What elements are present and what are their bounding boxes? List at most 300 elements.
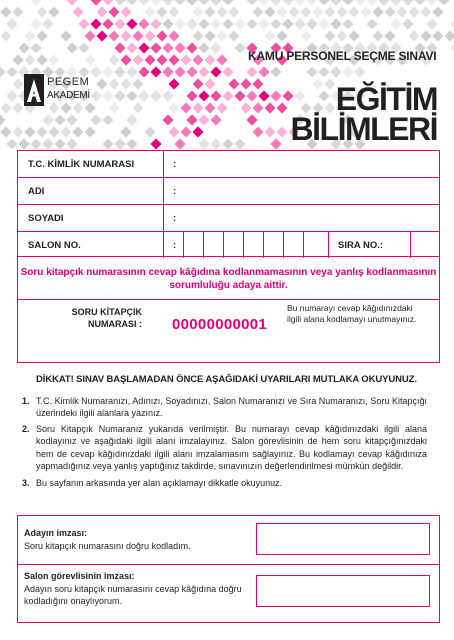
mosaic-tile xyxy=(12,78,24,90)
mosaic-tile xyxy=(120,6,132,18)
mosaic-tile xyxy=(150,90,162,102)
mosaic-tile xyxy=(240,78,252,90)
mosaic-tile xyxy=(264,126,276,138)
mosaic-tile xyxy=(348,30,360,42)
mosaic-tile xyxy=(132,54,144,66)
mosaic-tile xyxy=(330,66,342,78)
mosaic-tile xyxy=(168,102,180,114)
mosaic-tile xyxy=(78,18,90,30)
mosaic-tile xyxy=(432,6,444,18)
publisher-name: PEGEM xyxy=(47,76,90,88)
instruction-item xyxy=(22,423,427,472)
mosaic-tile xyxy=(48,54,60,66)
officer-signature-box xyxy=(17,564,440,623)
mosaic-tile xyxy=(222,18,234,30)
mosaic-tile xyxy=(12,54,24,66)
booklet-warning-text: Soru kitapçık numarasının cevap kâğıdına kodlanmamasının veya yanlış kodlanmasının sorumluluğu adaya aittir. xyxy=(20,267,437,291)
mosaic-tile xyxy=(108,102,120,114)
mosaic-tile xyxy=(84,126,96,138)
mosaic-tile xyxy=(114,18,126,30)
tc-number-colon: : xyxy=(173,159,177,170)
instruction-number: 2. xyxy=(22,424,30,434)
name-label: ADI xyxy=(28,186,45,197)
mosaic-tile xyxy=(324,30,336,42)
mosaic-tile xyxy=(36,126,48,138)
mosaic-tile xyxy=(120,30,132,42)
candidate-signature-box xyxy=(17,515,440,565)
mosaic-tile xyxy=(126,138,138,150)
mosaic-tile xyxy=(216,6,228,18)
mosaic-tile xyxy=(150,66,162,78)
mosaic-tile xyxy=(222,66,234,78)
mosaic-tile xyxy=(204,6,216,18)
mosaic-tile xyxy=(192,102,204,114)
mosaic-tile xyxy=(6,18,18,30)
mosaic-tile xyxy=(186,90,198,102)
mosaic-tile xyxy=(126,42,138,54)
mosaic-tile xyxy=(36,30,48,42)
mosaic-tile xyxy=(186,66,198,78)
mosaic-tile xyxy=(210,66,222,78)
mosaic-tile xyxy=(276,6,288,18)
mosaic-tile xyxy=(300,6,312,18)
salon-digit-cell xyxy=(243,232,263,258)
mosaic-tile xyxy=(318,18,330,30)
mosaic-tile xyxy=(18,42,30,54)
mosaic-tile xyxy=(216,54,228,66)
mosaic-tile xyxy=(306,18,318,30)
mosaic-tile xyxy=(420,6,432,18)
mosaic-tile xyxy=(126,114,138,126)
mosaic-tile xyxy=(126,66,138,78)
mosaic-tile xyxy=(66,42,78,54)
mosaic-tile xyxy=(180,102,192,114)
mosaic-tile xyxy=(360,6,372,18)
mosaic-tile xyxy=(258,90,270,102)
mosaic-tile xyxy=(126,90,138,102)
mosaic-tile xyxy=(390,18,402,30)
mosaic-tile xyxy=(210,90,222,102)
mosaic-tile xyxy=(54,114,66,126)
publisher-logo-icon xyxy=(24,74,44,106)
mosaic-tile xyxy=(72,126,84,138)
salon-digit-cell xyxy=(263,232,283,258)
mosaic-tile xyxy=(432,30,444,42)
mosaic-tile xyxy=(120,54,132,66)
mosaic-tile xyxy=(246,114,258,126)
mosaic-tile xyxy=(12,102,24,114)
mosaic-tile xyxy=(0,126,12,138)
mosaic-tile xyxy=(294,0,306,6)
mosaic-tile xyxy=(72,6,84,18)
mosaic-tile xyxy=(354,66,366,78)
mosaic-tile xyxy=(174,66,186,78)
mosaic-tile xyxy=(18,138,30,150)
mosaic-tile xyxy=(366,0,378,6)
salon-digit-cell xyxy=(303,232,323,258)
officer-signature-field[interactable] xyxy=(256,575,430,607)
mosaic-tile xyxy=(342,18,354,30)
mosaic-tile xyxy=(408,6,420,18)
mosaic-tile xyxy=(270,66,282,78)
mosaic-tile xyxy=(90,114,102,126)
mosaic-tile xyxy=(420,30,432,42)
surname-row xyxy=(18,205,439,232)
mosaic-tile xyxy=(378,0,390,6)
mosaic-tile xyxy=(54,138,66,150)
mosaic-tile xyxy=(210,18,222,30)
mosaic-tile xyxy=(402,18,414,30)
mosaic-tile xyxy=(306,66,318,78)
mosaic-tile xyxy=(108,30,120,42)
mosaic-tile xyxy=(306,0,318,6)
mosaic-tile xyxy=(174,42,186,54)
mosaic-tile xyxy=(150,18,162,30)
booklet-note: Bu numarayı cevap kâğıdınızdaki ilgili alana kodlamayı unutmayınız. xyxy=(287,303,417,324)
mosaic-tile xyxy=(114,66,126,78)
mosaic-tile xyxy=(138,90,150,102)
mosaic-tile xyxy=(96,30,108,42)
mosaic-tile xyxy=(12,6,24,18)
mosaic-tile xyxy=(450,18,454,30)
publisher-logo xyxy=(24,74,90,114)
mosaic-tile xyxy=(258,0,270,6)
mosaic-tile xyxy=(288,6,300,18)
salon-digit-cell xyxy=(283,232,303,258)
mosaic-tile xyxy=(228,78,240,90)
candidate-signature-text: Soru kitapçık numarasını doğru kodladım. xyxy=(24,541,191,551)
mosaic-tile xyxy=(318,0,330,6)
mosaic-tile xyxy=(372,6,384,18)
mosaic-tile xyxy=(42,18,54,30)
mosaic-tile xyxy=(372,30,384,42)
mosaic-tile xyxy=(126,0,138,6)
mosaic-tile xyxy=(84,102,96,114)
mosaic-tile xyxy=(252,102,264,114)
publisher-subname: AKADEMİ xyxy=(47,90,90,101)
mosaic-tile xyxy=(120,126,132,138)
mosaic-tile xyxy=(6,66,18,78)
mosaic-tile xyxy=(264,102,276,114)
mosaic-tile xyxy=(12,126,24,138)
mosaic-tile xyxy=(330,18,342,30)
mosaic-tile xyxy=(174,0,186,6)
mosaic-tile xyxy=(156,30,168,42)
mosaic-tile xyxy=(342,0,354,6)
mosaic-tile xyxy=(312,6,324,18)
mosaic-tile xyxy=(150,138,162,150)
mosaic-tile xyxy=(444,30,454,42)
mosaic-tile xyxy=(246,90,258,102)
mosaic-tile xyxy=(234,90,246,102)
mosaic-tile xyxy=(234,42,246,54)
mosaic-tile xyxy=(252,6,264,18)
mosaic-tile xyxy=(84,54,96,66)
mosaic-tile xyxy=(336,30,348,42)
mosaic-tile xyxy=(192,6,204,18)
mosaic-tile xyxy=(234,138,246,150)
mosaic-tile xyxy=(282,18,294,30)
instruction-number: 1. xyxy=(22,396,30,406)
mosaic-tile xyxy=(168,30,180,42)
mosaic-tile xyxy=(258,66,270,78)
salon-digit-cell xyxy=(183,232,203,258)
mosaic-tile xyxy=(204,30,216,42)
mosaic-tile xyxy=(78,42,90,54)
mosaic-tile xyxy=(174,138,186,150)
mosaic-tile xyxy=(330,0,342,6)
mosaic-tile xyxy=(222,0,234,6)
mosaic-tile xyxy=(204,78,216,90)
instruction-text: Bu sayfanın arkasında yer alan açıklamayı dikkatle okuyunuz. xyxy=(36,478,283,488)
mosaic-tile xyxy=(186,114,198,126)
mosaic-tile xyxy=(198,0,210,6)
mosaic-tile xyxy=(270,90,282,102)
mosaic-tile xyxy=(36,54,48,66)
mosaic-tile xyxy=(264,6,276,18)
mosaic-tile xyxy=(108,6,120,18)
mosaic-tile xyxy=(246,18,258,30)
mosaic-tile xyxy=(114,138,126,150)
mosaic-tile xyxy=(222,90,234,102)
tc-number-row xyxy=(18,151,439,178)
mosaic-tile xyxy=(210,0,222,6)
mosaic-tile xyxy=(348,6,360,18)
mosaic-tile xyxy=(162,42,174,54)
mosaic-tile xyxy=(276,30,288,42)
mosaic-tile xyxy=(156,6,168,18)
instruction-number: 3. xyxy=(22,478,30,488)
mosaic-tile xyxy=(192,126,204,138)
mosaic-tile xyxy=(6,90,18,102)
mosaic-tile xyxy=(414,0,426,6)
mosaic-tile xyxy=(66,114,78,126)
mosaic-tile xyxy=(132,78,144,90)
mosaic-tile xyxy=(186,18,198,30)
mosaic-tile xyxy=(66,0,78,6)
mosaic-tile xyxy=(270,0,282,6)
salon-digit-cell xyxy=(203,232,223,258)
candidate-signature-field[interactable] xyxy=(256,523,430,555)
mosaic-tile xyxy=(276,126,288,138)
mosaic-tile xyxy=(144,54,156,66)
book-title-line1: EĞİTİM xyxy=(335,81,437,117)
mosaic-tile xyxy=(228,6,240,18)
exam-title: KAMU PERSONEL SEÇME SINAVI xyxy=(248,49,437,63)
mosaic-tile xyxy=(408,30,420,42)
mosaic-tile xyxy=(354,0,366,6)
mosaic-tile xyxy=(108,78,120,90)
mosaic-tile xyxy=(216,102,228,114)
mosaic-tile xyxy=(30,42,42,54)
mosaic-tile xyxy=(144,30,156,42)
mosaic-tile xyxy=(384,6,396,18)
seat-number-label: SIRA NO.: xyxy=(338,240,384,251)
mosaic-tile xyxy=(336,6,348,18)
mosaic-tile xyxy=(294,18,306,30)
mosaic-tile xyxy=(156,54,168,66)
mosaic-tile xyxy=(138,18,150,30)
mosaic-tile xyxy=(90,90,102,102)
mosaic-tile xyxy=(48,6,60,18)
mosaic-tile xyxy=(36,6,48,18)
mosaic-tile xyxy=(174,18,186,30)
mosaic-tile xyxy=(180,54,192,66)
mosaic-tile xyxy=(228,30,240,42)
mosaic-tile xyxy=(114,42,126,54)
mosaic-tile xyxy=(210,42,222,54)
mosaic-tile xyxy=(210,114,222,126)
mosaic-tile xyxy=(198,42,210,54)
mosaic-tile xyxy=(150,42,162,54)
book-title-line2: BİLİMLERİ xyxy=(290,111,437,147)
mosaic-tile xyxy=(198,18,210,30)
mosaic-tile xyxy=(246,0,258,6)
mosaic-tile xyxy=(114,0,126,6)
mosaic-tile xyxy=(24,30,36,42)
mosaic-tile xyxy=(168,78,180,90)
mosaic-tile xyxy=(168,126,180,138)
mosaic-tile xyxy=(198,90,210,102)
instruction-item xyxy=(22,477,427,489)
mosaic-tile xyxy=(90,66,102,78)
mosaic-tile xyxy=(240,102,252,114)
mosaic-tile xyxy=(162,90,174,102)
salon-digit-cell xyxy=(223,232,243,258)
booklet-number: 00000000001 xyxy=(172,316,268,333)
mosaic-tile xyxy=(0,6,12,18)
mosaic-tile xyxy=(276,102,288,114)
mosaic-tile xyxy=(210,138,222,150)
candidate-info-form xyxy=(17,150,440,257)
mosaic-tile xyxy=(102,66,114,78)
instruction-text: Soru Kitapçık Numaranız yukarıda verilmiştir. Bu numarayı cevap kâğıdınızdaki ilgili alana kodlayınız ve aşağıdaki ilgili alanı imzalayınız. Salon görevlisinin de hem soru kitapçığınızdaki hem de cevap kâğıdınızdaki ilgili alanı imzalamasını sağlayınız. Bu kodlamayı cevap kâğıdınıza yapmadığınız veya yanlış yaptığınız takdirde, sınavınızın değerlendirilmesi mümkün değildir. xyxy=(36,424,427,471)
surname-label: SOYADI xyxy=(28,213,64,224)
mosaic-tile xyxy=(264,30,276,42)
mosaic-tile xyxy=(96,78,108,90)
mosaic-tile xyxy=(114,90,126,102)
mosaic-tile xyxy=(198,114,210,126)
mosaic-tile xyxy=(384,30,396,42)
mosaic-tile xyxy=(450,42,454,54)
mosaic-tile xyxy=(390,0,402,6)
mosaic-tile xyxy=(48,126,60,138)
salon-row xyxy=(18,232,439,258)
instructions-notice: DİKKAT! SINAV BAŞLAMADAN ÖNCE AŞAĞIDAKİ UYARILARI MUTLAKA OKUYUNUZ. xyxy=(36,374,417,385)
mosaic-tile xyxy=(126,18,138,30)
mosaic-tile xyxy=(96,6,108,18)
mosaic-tile xyxy=(186,42,198,54)
mosaic-tile xyxy=(138,42,150,54)
mosaic-tile xyxy=(0,114,6,126)
instruction-text: T.C. Kimlik Numaranızı, Adınızı, Soyadınızı, Salon Numaranızı ve Sıra Numaranızı, Soru Kitapçığı üzerindeki ilgili alanlara yazınız. xyxy=(36,396,427,419)
mosaic-tile xyxy=(234,18,246,30)
mosaic-tile xyxy=(120,78,132,90)
mosaic-tile xyxy=(108,54,120,66)
mosaic-tile xyxy=(198,138,210,150)
mosaic-tile xyxy=(426,0,438,6)
mosaic-tile xyxy=(60,30,72,42)
salon-colon: : xyxy=(173,240,177,251)
mosaic-tile xyxy=(396,6,408,18)
mosaic-tile xyxy=(144,6,156,18)
mosaic-tile xyxy=(30,138,42,150)
mosaic-tile xyxy=(162,66,174,78)
mosaic-tile xyxy=(366,18,378,30)
mosaic-tile xyxy=(30,18,42,30)
name-colon: : xyxy=(173,186,177,197)
mosaic-tile xyxy=(0,66,6,78)
mosaic-tile xyxy=(270,18,282,30)
mosaic-tile xyxy=(0,30,12,42)
mosaic-tile xyxy=(426,18,438,30)
mosaic-tile xyxy=(102,114,114,126)
mosaic-tile xyxy=(282,0,294,6)
mosaic-tile xyxy=(324,6,336,18)
mosaic-tile xyxy=(192,78,204,90)
mosaic-tile xyxy=(300,30,312,42)
mosaic-tile xyxy=(252,78,264,90)
mosaic-tile xyxy=(252,126,264,138)
mosaic-tile xyxy=(6,138,18,150)
mosaic-tile xyxy=(192,30,204,42)
mosaic-tile xyxy=(150,0,162,6)
mosaic-tile xyxy=(402,0,414,6)
mosaic-tile xyxy=(204,54,216,66)
salon-label: SALON NO. xyxy=(28,240,81,251)
mosaic-tile xyxy=(222,138,234,150)
officer-signature-text: Adayın soru kitapçık numarasını cevap kâğıdına doğru kodladığını onaylıyorum. xyxy=(24,584,242,606)
mosaic-tile xyxy=(66,138,78,150)
instruction-item xyxy=(22,395,427,420)
name-row xyxy=(18,178,439,205)
mosaic-tile xyxy=(102,138,114,150)
mosaic-tile xyxy=(102,18,114,30)
officer-signature-title: Salon görevlisinin imzası: xyxy=(24,571,135,581)
mosaic-tile xyxy=(138,66,150,78)
booklet-number-label: SORU KİTAPÇIK NUMARASI : xyxy=(71,307,142,329)
mosaic-tile xyxy=(246,66,258,78)
mosaic-tile xyxy=(318,66,330,78)
mosaic-tile xyxy=(102,90,114,102)
mosaic-tile xyxy=(0,102,12,114)
mosaic-tile xyxy=(186,0,198,6)
mosaic-tile xyxy=(138,0,150,6)
mosaic-tile xyxy=(90,18,102,30)
mosaic-tile xyxy=(60,126,72,138)
mosaic-tile xyxy=(162,18,174,30)
mosaic-tile xyxy=(90,0,102,6)
mosaic-tile xyxy=(24,126,36,138)
surname-colon: : xyxy=(173,213,177,224)
mosaic-tile xyxy=(132,30,144,42)
mosaic-tile xyxy=(216,30,228,42)
mosaic-tile xyxy=(180,126,192,138)
mosaic-tile xyxy=(42,138,54,150)
book-title xyxy=(290,81,437,147)
mosaic-tile xyxy=(162,114,174,126)
mosaic-tile xyxy=(258,18,270,30)
mosaic-tile xyxy=(24,54,36,66)
mosaic-tile xyxy=(270,138,282,150)
mosaic-tile xyxy=(342,66,354,78)
mosaic-tile xyxy=(204,102,216,114)
mosaic-tile xyxy=(144,126,156,138)
mosaic-tile xyxy=(198,66,210,78)
mosaic-tile xyxy=(162,0,174,6)
mosaic-tile xyxy=(168,6,180,18)
mosaic-tile xyxy=(84,30,96,42)
